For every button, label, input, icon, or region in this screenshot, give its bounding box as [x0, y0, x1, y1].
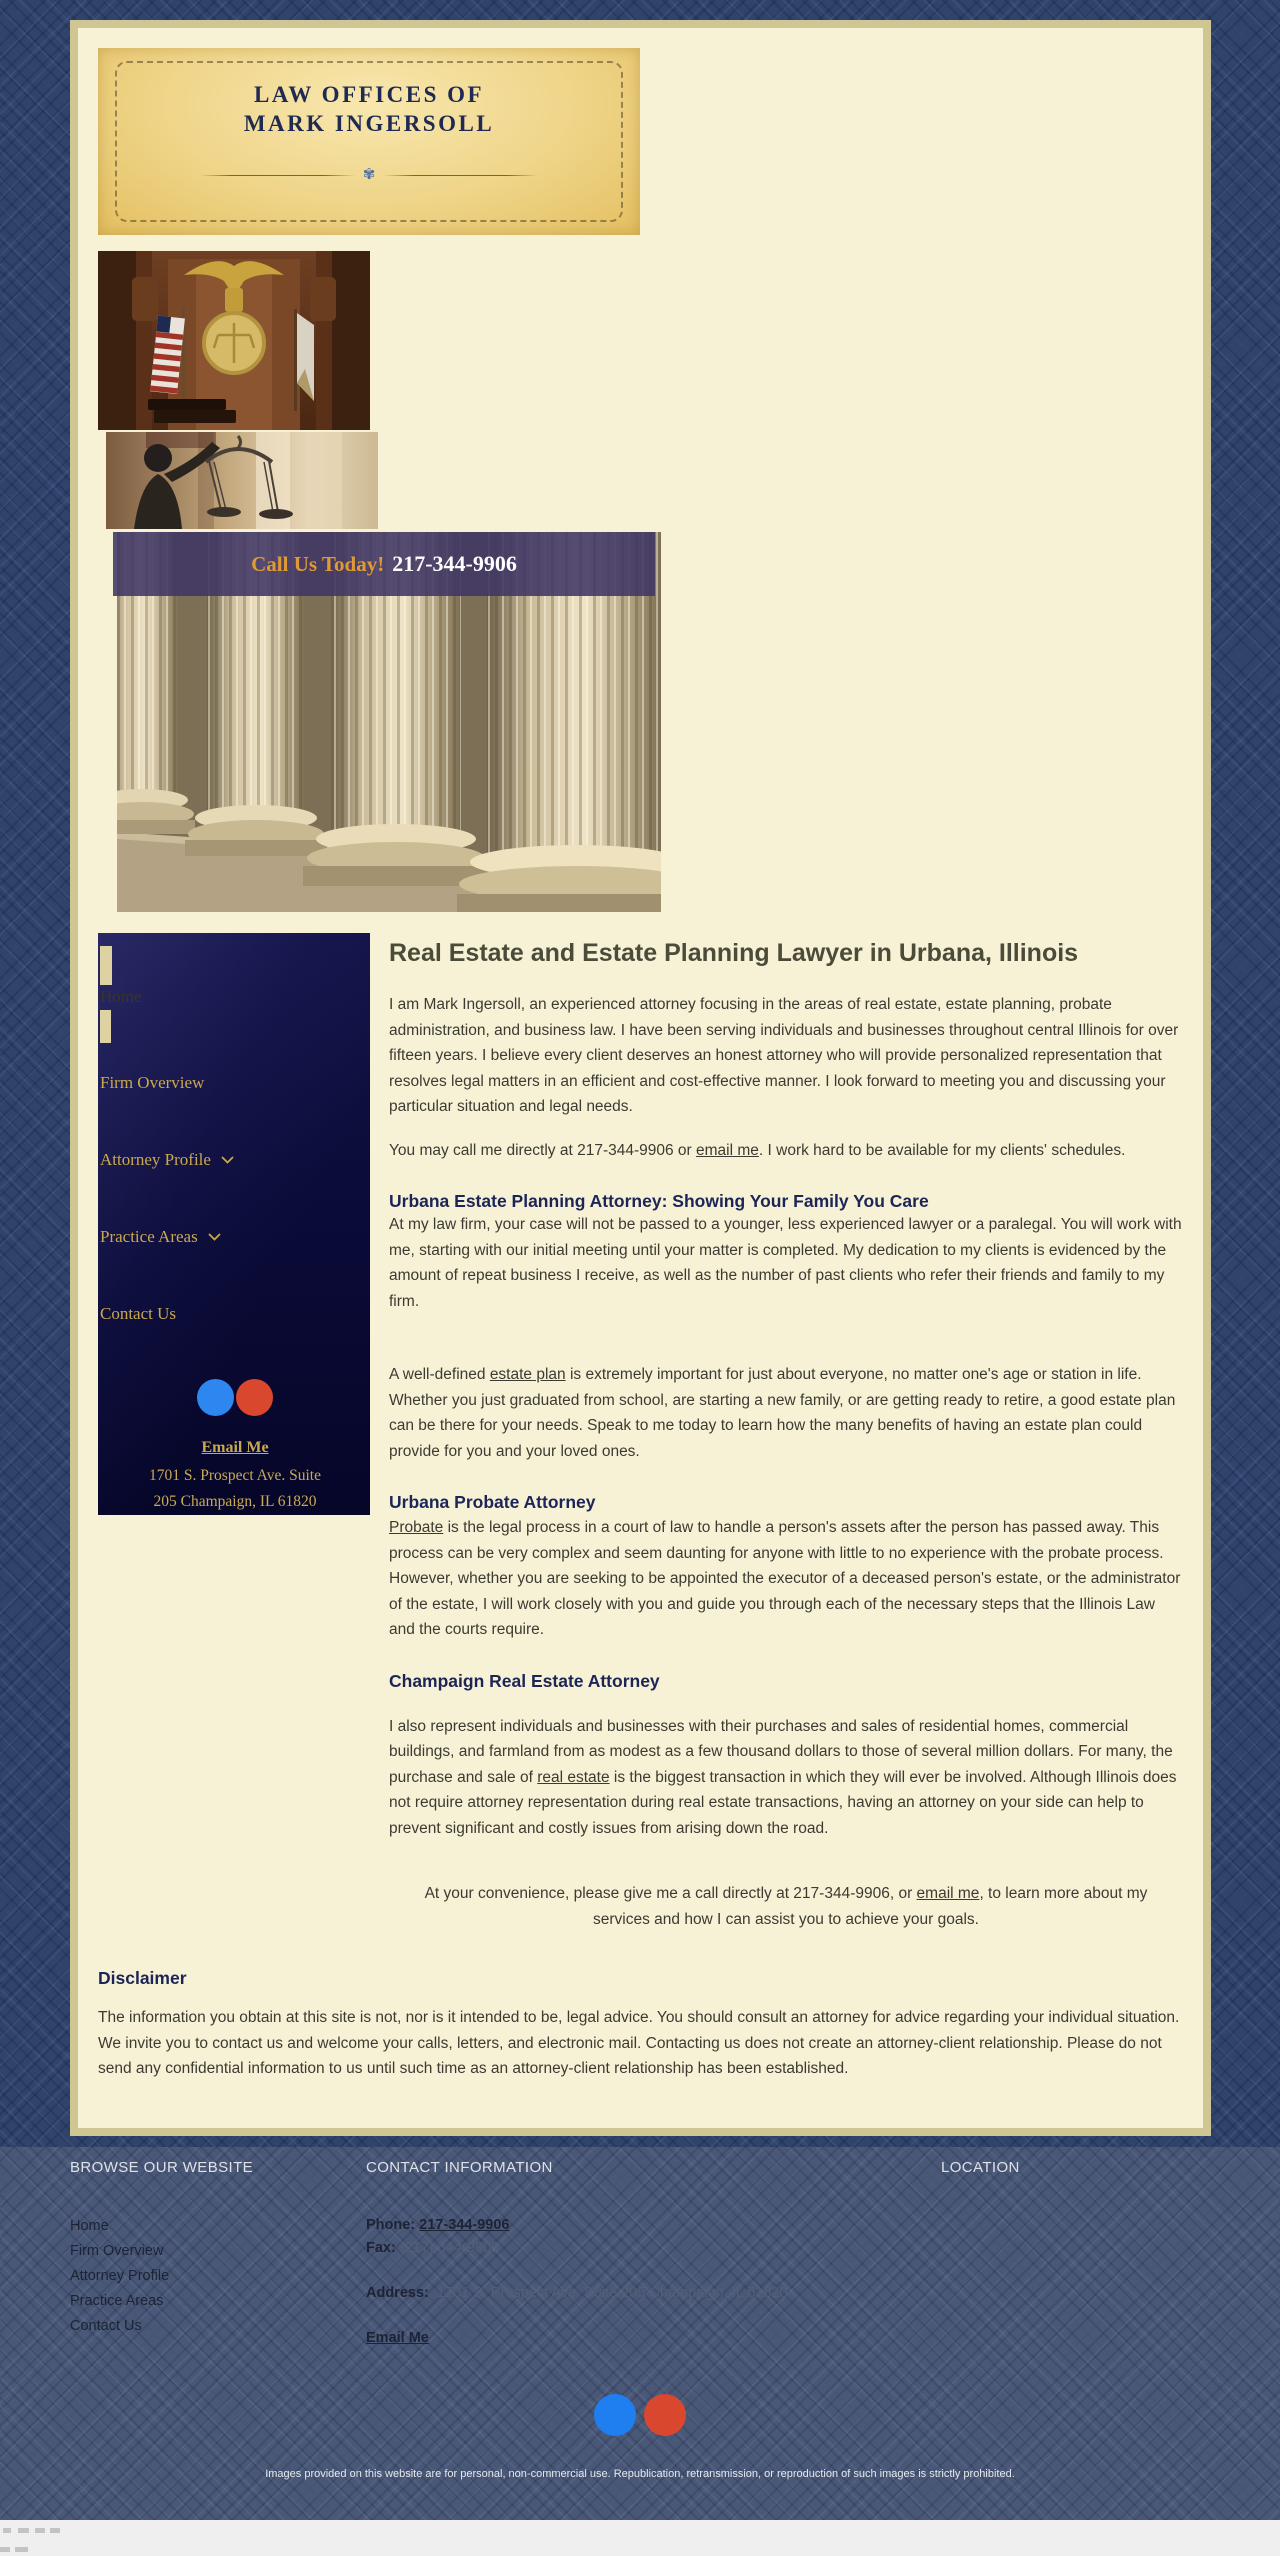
footer-nav-links: [70, 2214, 366, 2339]
footer-contact-info: [366, 2214, 941, 2350]
google-plus-icon[interactable]: [644, 2394, 686, 2436]
footer-browse-column: [70, 2159, 366, 2350]
estate-plan-link[interactable]: estate plan: [489, 1366, 566, 1383]
placeholder-dash: [3, 2528, 11, 2533]
footer-fax-row: Fax: (217) 344-9908: [366, 2239, 500, 2256]
columns-photo-container: [117, 532, 661, 912]
lady-justice-photo: [106, 432, 378, 529]
sidebar-item-home[interactable]: Home: [100, 987, 142, 1006]
placeholder-block: [100, 1010, 111, 1043]
footer-phone-row: Phone: 217-344-9906: [366, 2216, 510, 2233]
page-title: Real Estate and Estate Planning Lawyer in Urbana, Illinois: [389, 939, 1079, 967]
footer-location-column: [941, 2159, 1210, 2350]
probate-link[interactable]: Probate: [389, 1519, 444, 1536]
footer-columns: [70, 2159, 1210, 2350]
sidebar-item-firm-overview[interactable]: Firm Overview: [100, 1073, 205, 1092]
footer-link-home[interactable]: Home: [70, 2217, 109, 2234]
placeholder-dash: [18, 2528, 29, 2533]
top-gap: [0, 0, 1280, 20]
placeholder-dash: [35, 2528, 45, 2533]
footer-email-link[interactable]: Email Me: [366, 2329, 429, 2346]
logo-divider: [98, 166, 640, 183]
footer-gap: [0, 2136, 1280, 2147]
sidebar-address: [100, 1463, 370, 1515]
footer-address-row: Address: 1701 S. Prospect Ave. Suite 205 Champaign, IL 61820: [366, 2284, 788, 2301]
footer-link-attorney-profile[interactable]: Attorney Profile: [70, 2267, 170, 2284]
email-me-link[interactable]: email me: [696, 1141, 759, 1159]
main-row: [98, 933, 1183, 1932]
real-estate-paragraph: I also represent individuals and businesses with their purchases and sales of residential homes, commercial buildings, and farmland from as modest as a few thousand dollars to those of several million dollars. For many, the purchase and sale of real estate is the biggest transaction in which they will ever be involved. Although Illinois does not require attorney representation during real estate transactions, having an attorney on your side can help to prevent significant and costly issues from arising down the road.: [389, 1717, 1177, 1837]
firm-name-line2: MARK INGERSOLL: [243, 111, 495, 136]
real-estate-link[interactable]: real estate: [537, 1768, 610, 1786]
sidebar-item-attorney-profile[interactable]: Attorney Profile: [100, 1150, 370, 1170]
footer-link-practice-areas[interactable]: Practice Areas: [70, 2292, 164, 2309]
intro-paragraph: I am Mark Ingersoll, an experienced attorney focusing in the areas of real estate, estate planning, probate administration, and business law. I have been serving individuals and businesses throughout central Illinois for over fifteen years. I believe every client deserves an honest attorney who will provide personalized representation that resolves legal matters in an efficient and cost-effective manner. I look forward to meeting you and discussing your particular situation and legal needs.: [389, 996, 1179, 1115]
sidebar-social-icons: [100, 1379, 370, 1416]
google-plus-icon[interactable]: [236, 1379, 273, 1416]
section-title-real-estate: Champaign Real Estate Attorney: [389, 1670, 660, 1691]
estate-planning-paragraph: At my law firm, your case will not be passed to a younger, less experienced lawyer or a paralegal. You will work with me, starting with our initial meeting until your matter is completed. My dedication to my clients is evidenced by the amount of repeat business I receive, as well as the number of past clients who refer their friends and family to my firm.: [389, 1216, 1182, 1310]
section-title-estate-planning: Urbana Estate Planning Attorney: Showing Your Family You Care: [389, 1191, 929, 1211]
footer-browse-title: BROWSE OUR WEBSITE: [70, 2158, 254, 2176]
sidebar-item-practice-areas[interactable]: Practice Areas: [100, 1227, 370, 1247]
content-wrapper: [70, 20, 1211, 2136]
footer-contact-column: [366, 2159, 941, 2350]
sidebar-item-contact-us[interactable]: Contact Us: [100, 1304, 177, 1323]
disclaimer-title: Disclaimer: [98, 1968, 187, 1988]
firm-logo: [98, 48, 640, 235]
placeholder-dash: [15, 2547, 28, 2552]
facebook-icon[interactable]: [594, 2394, 636, 2436]
placeholder-dash: [0, 2547, 10, 2552]
flourish-icon: ✾: [362, 166, 376, 183]
call-banner: [113, 532, 655, 596]
firm-name: [98, 80, 640, 138]
chevron-down-icon: [221, 1156, 234, 1164]
main-content: [389, 933, 1183, 1932]
sidebar-nav: [98, 933, 370, 1515]
footer-social-icons: [70, 2394, 1210, 2436]
probate-paragraph: Probate is the legal process in a court of law to handle a person's assets after the person has passed away. This process can be very complex and seem daunting for anyone with little to no experience with the probate process. However, whether you are seeking to be appointed the executor of a deceased person's estate, or the administrator of the estate, I will work closely with you and guide you through each of the necessary steps that the Illinois Law and the courts require.: [389, 1519, 1181, 1638]
email-me-link[interactable]: email me: [916, 1885, 980, 1902]
firm-name-line1: LAW OFFICES OF: [253, 82, 485, 107]
courtroom-photo: [98, 251, 370, 430]
chevron-down-icon: [208, 1233, 221, 1241]
footer-phone-link[interactable]: 217-344-9906: [419, 2216, 510, 2233]
placeholder-block: [100, 946, 112, 985]
section-title-probate: Urbana Probate Attorney: [389, 1492, 596, 1512]
footer-location-title: LOCATION: [941, 2158, 1020, 2176]
footer: [0, 2147, 1280, 2520]
estate-plan-paragraph: A well-defined estate plan is extremely important for just about everyone, no matter one's age or station in life. Whether you just graduated from school, are starting a new family, or are getting ready to retire, a good estate plan can be there for your needs. Speak to me today to learn how the many benefits of having an estate plan could provide for you and your loved ones.: [389, 1366, 1176, 1460]
address-line1: 1701 S. Prospect Ave. Suite: [149, 1467, 321, 1484]
copyright-notice: Images provided on this website are for personal, non-commercial use. Republication, retransmission, or reproduction of such images is strictly prohibited.: [265, 2467, 1015, 2480]
sidebar-email-link[interactable]: Email Me: [201, 1439, 269, 1456]
facebook-icon[interactable]: [197, 1379, 234, 1416]
footer-link-contact-us[interactable]: Contact Us: [70, 2317, 142, 2334]
call-paragraph: You may call me directly at 217-344-9906 or email me. I work hard to be available for my clients' schedules.: [389, 1141, 1126, 1159]
footer-contact-title: CONTACT INFORMATION: [366, 2158, 553, 2176]
footer-link-firm-overview[interactable]: Firm Overview: [70, 2242, 164, 2259]
closing-paragraph: At your convenience, please give me a call directly at 217-344-9906, or email me, to learn more about my services and how I can assist you to achieve your goals.: [424, 1885, 1148, 1928]
placeholder-dash: [50, 2528, 60, 2533]
banner-phone-number: 217-344-9906: [392, 551, 517, 576]
address-line2: 205 Champaign, IL 61820: [153, 1493, 317, 1510]
disclaimer-section: [98, 1968, 1183, 2082]
call-today-label: Call Us Today!: [251, 551, 385, 576]
bottom-strip: [0, 2520, 1280, 2556]
disclaimer-text: The information you obtain at this site is not, nor is it intended to be, legal advice. You should consult an attorney for advice regarding your individual situation. We invite you to contact us and welcome your calls, letters, and electronic mail. Contacting us does not create an attorney-client relationship. Please do not send any confidential information to us until such time as an attorney-client relationship has been established.: [98, 2009, 1180, 2077]
